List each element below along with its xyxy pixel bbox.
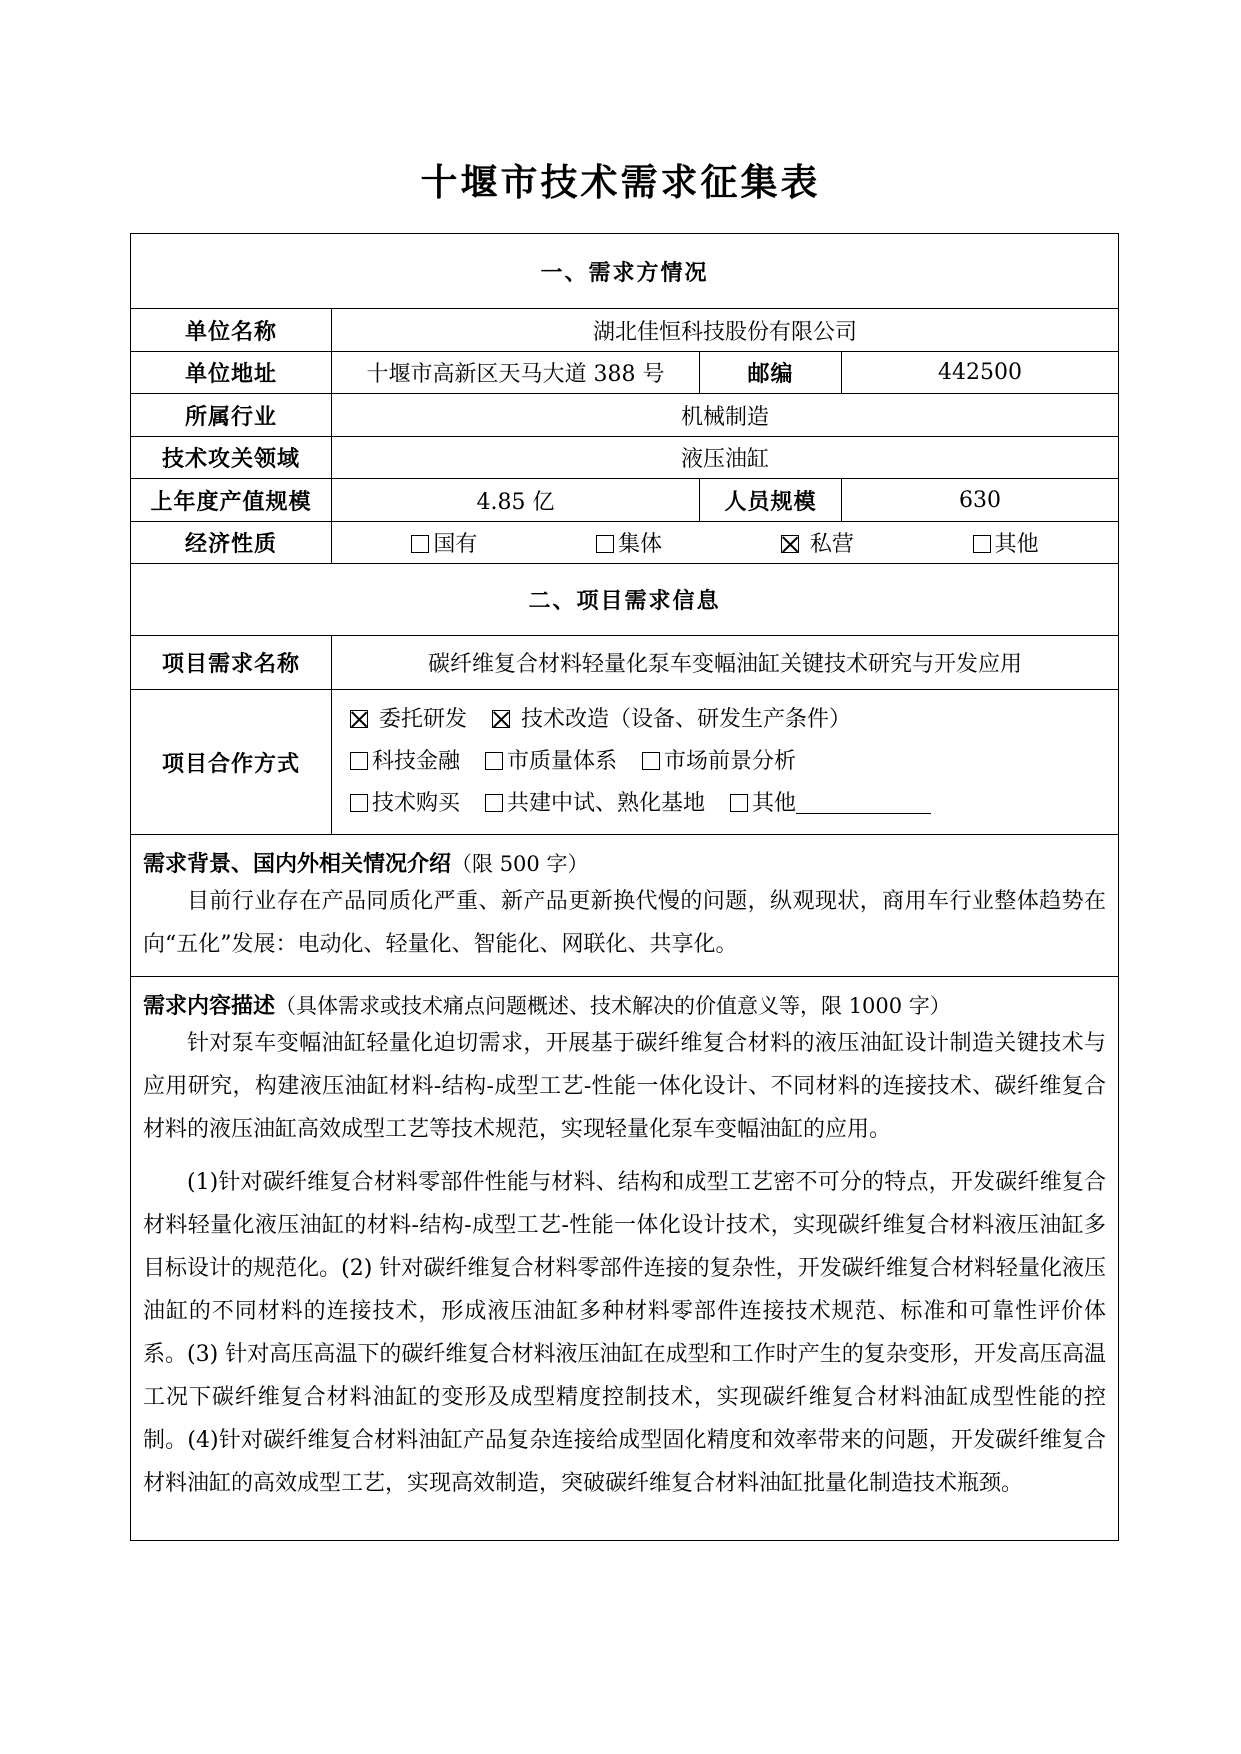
- checked-box-icon: [492, 710, 510, 728]
- content-paragraph-2: (1)针对碳纤维复合材料零部件性能与材料、结构和成型工艺密不可分的特点，开发碳纤维复合材料轻量化液压油缸的材料-结构-成型工艺-性能一体化设计技术，实现碳纤维复合材料液压油缸多目标设计的规范化。(2) 针对碳纤维复合材料零部件连接的复杂性，开发碳纤维复合材料轻量化液压油缸的不同材料的连接技术，形成液压油缸多种材料零部件连接技术规范、标准和可靠性评价体系。(3) 针对高压高温下的碳纤维复合材料液压油缸在成型和工作时产生的复杂变形，开发高压高温工况下碳纤维复合材料油缸的变形及成型精度控制技术，实现碳纤维复合材料油缸成型性能的控制。(4)针对碳纤维复合材料油缸产品复杂连接给成型固化精度和效率带来的问题，开发碳纤维复合材料油缸的高效成型工艺，实现高效制造，突破碳纤维复合材料油缸批量化制造技术瓶颈。: [143, 1170, 1107, 1496]
- coop-option-quality-system[interactable]: 市质量体系: [485, 749, 617, 774]
- page-title: 十堰市技术需求征集表: [420, 160, 821, 204]
- coop-option-other[interactable]: 其他: [730, 791, 931, 816]
- unit-name-value: 湖北佳恒科技股份有限公司: [332, 309, 1119, 352]
- checkbox-icon: [596, 535, 614, 553]
- industry-value: 机械制造: [332, 394, 1119, 437]
- content-section: [131, 977, 1119, 1541]
- staff-size-value: 630: [842, 479, 1119, 522]
- section-demander-title: 一、需求方情况: [131, 234, 1119, 309]
- cooperation-mode-label: 项目合作方式: [131, 690, 332, 835]
- section-project-title: 二、项目需求信息: [131, 564, 1119, 636]
- checkbox-icon: [350, 794, 368, 812]
- unit-address-label: 单位地址: [131, 352, 332, 394]
- checkbox-icon: [485, 794, 503, 812]
- industry-label: 所属行业: [131, 394, 332, 437]
- nature-option-state[interactable]: 国有: [411, 527, 477, 558]
- checkbox-icon: [485, 752, 503, 770]
- checkbox-icon: [642, 752, 660, 770]
- economic-nature-label: 经济性质: [131, 522, 332, 564]
- background-note: （限 500 字）: [451, 852, 589, 876]
- content-title: 需求内容描述: [143, 993, 276, 1019]
- nature-option-other[interactable]: 其他: [973, 527, 1039, 558]
- checkbox-icon: [411, 535, 429, 553]
- checkbox-icon: [973, 535, 991, 553]
- demand-form-table: [130, 233, 1119, 1541]
- output-scale-value: 4.85 亿: [332, 479, 700, 522]
- staff-size-label: 人员规模: [700, 479, 842, 522]
- background-title: 需求背景、国内外相关情况介绍: [143, 851, 452, 877]
- checked-box-icon: [781, 535, 799, 553]
- tech-field-value: 液压油缸: [332, 437, 1119, 479]
- content-paragraph-1: 针对泵车变幅油缸轻量化迫切需求，开展基于碳纤维复合材料的液压油缸设计制造关键技术与应用研究，构建液压油缸材料-结构-成型工艺-性能一体化设计、不同材料的连接技术、碳纤维复合材料的液压油缸高效成型工艺等技术规范，实现轻量化泵车变幅油缸的应用。: [143, 1031, 1107, 1142]
- postcode-label: 邮编: [700, 352, 842, 394]
- unit-address-value: 十堰市高新区天马大道 388 号: [332, 352, 700, 394]
- content-note: （具体需求或技术痛点问题概述、技术解决的价值意义等，限 1000 字）: [275, 994, 951, 1018]
- coop-option-sci-finance[interactable]: 科技金融: [350, 749, 460, 774]
- checked-box-icon: [350, 710, 368, 728]
- background-section: [131, 835, 1119, 977]
- coop-option-entrusted-rd[interactable]: 委托研发: [350, 707, 467, 732]
- unit-name-label: 单位名称: [131, 309, 332, 352]
- background-text: 目前行业存在产品同质化严重、新产品更新换代慢的问题，纵观现状，商用车行业整体趋势在向“五化”发展：电动化、轻量化、智能化、网联化、共享化。: [143, 889, 1107, 957]
- coop-option-pilot-base[interactable]: 共建中试、熟化基地: [485, 791, 705, 816]
- tech-field-label: 技术攻关领域: [131, 437, 332, 479]
- project-name-value: 碳纤维复合材料轻量化泵车变幅油缸关键技术研究与开发应用: [332, 636, 1119, 690]
- checkbox-icon: [350, 752, 368, 770]
- economic-nature-options: [332, 522, 1119, 564]
- cooperation-mode-options: [332, 690, 1119, 835]
- nature-option-private[interactable]: 私营: [781, 527, 854, 558]
- postcode-value: 442500: [842, 352, 1119, 394]
- project-name-label: 项目需求名称: [131, 636, 332, 690]
- coop-option-market-analysis[interactable]: 市场前景分析: [642, 749, 796, 774]
- nature-option-collective[interactable]: 集体: [596, 527, 662, 558]
- output-scale-label: 上年度产值规模: [131, 479, 332, 522]
- coop-option-tech-purchase[interactable]: 技术购买: [350, 791, 460, 816]
- checkbox-icon: [730, 794, 748, 812]
- other-fill-blank[interactable]: [796, 791, 931, 814]
- coop-option-tech-upgrade[interactable]: 技术改造（设备、研发生产条件）: [492, 707, 851, 732]
